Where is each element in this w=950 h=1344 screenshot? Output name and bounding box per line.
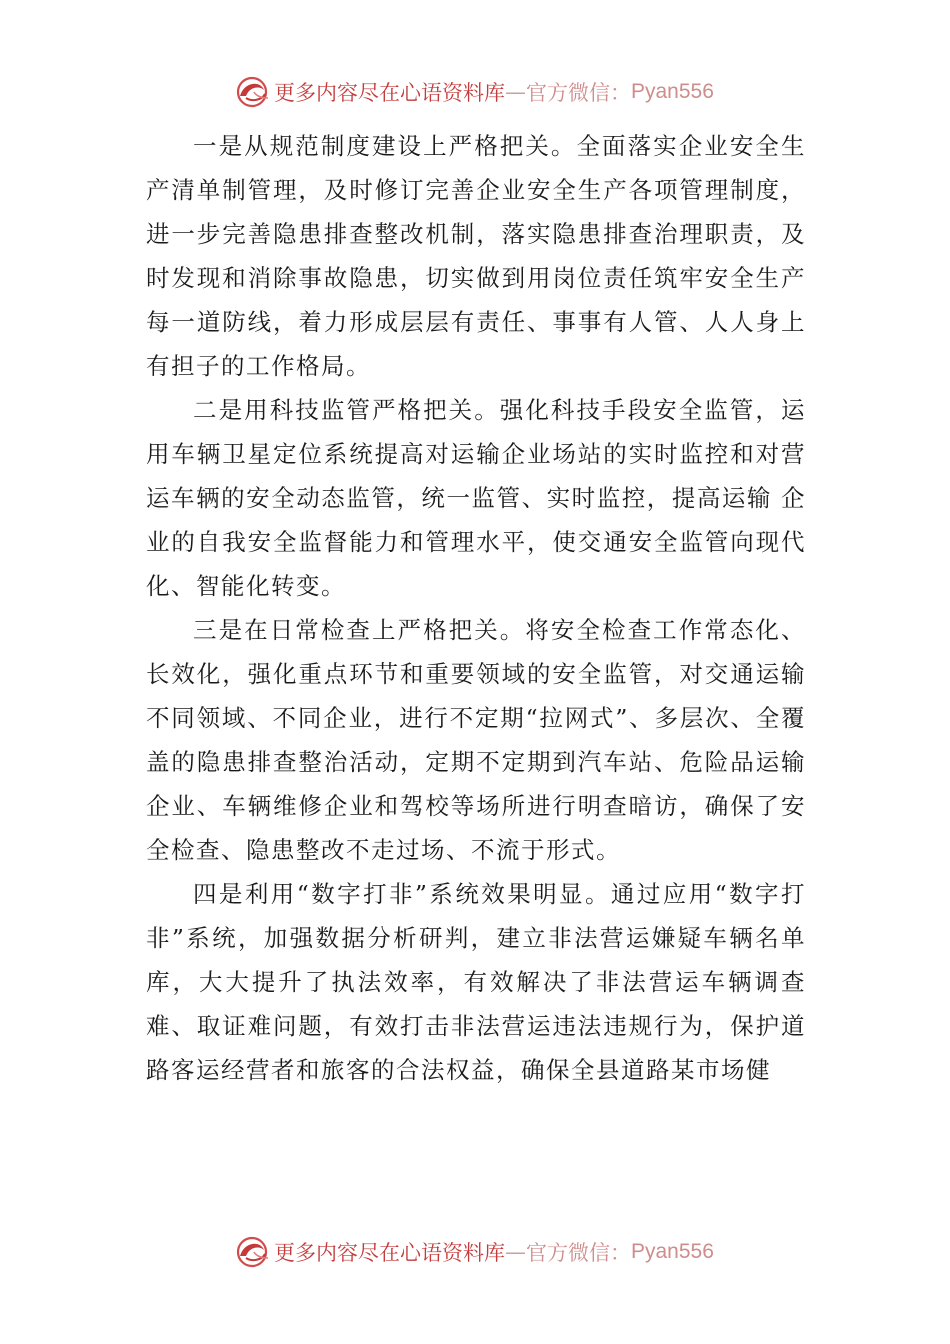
- banner-main-text: 更多内容尽在心语资料库: [274, 1241, 505, 1265]
- banner-dash: —: [505, 80, 526, 104]
- document-body: [146, 124, 806, 1092]
- banner-main-text: 更多内容尽在心语资料库: [274, 81, 505, 105]
- red-swirl-logo-icon: [232, 1232, 272, 1272]
- paragraph-3: 三是在日常检查上严格把关。将安全检查工作常态化、长效化，强化重点环节和重要领域的安全监管，对交通运输不同领域、不同企业，进行不定期“拉网式”、多层次、全覆盖的隐患排查整治活动，定期不定期到汽车站、危险品运输企业、车辆维修企业和驾校等场所进行明查暗访，确保了安全检查、隐患整改不走过场、不流于形式。: [146, 616, 806, 864]
- banner-dash: —: [505, 1240, 526, 1264]
- red-swirl-logo-icon: [232, 72, 272, 112]
- header-banner: [232, 72, 732, 112]
- banner-wechat-label: 官方微信：: [526, 81, 631, 105]
- banner-wechat-id: Pyan556: [631, 1240, 714, 1263]
- paragraph-1: 一是从规范制度建设上严格把关。全面落实企业安全生产清单制管理，及时修订完善企业安全生产各项管理制度，进一步完善隐患排查整改机制，落实隐患排查治理职责，及时发现和消除事故隐患，切实做到用岗位责任筑牢安全生产每一道防线，着力形成层层有责任、事事有人管、人人身上 有担子的工作格局。: [146, 132, 806, 380]
- banner-wechat-id: Pyan556: [631, 80, 714, 103]
- banner-wechat-label: 官方微信：: [526, 1241, 631, 1265]
- paragraph-2: 二是用科技监管严格把关。强化科技手段安全监管，运用车辆卫星定位系统提高对运输企业场站的实时监控和对营运车辆的安全动态监管，统一监管、实时监控，提高运输 企业的自我安全监督能力和管理水平，使交通安全监管向现代化、智能化转变。: [146, 396, 806, 600]
- footer-banner: [232, 1232, 732, 1272]
- paragraph-4: 四是利用“数字打非”系统效果明显。通过应用“数字打非”系统，加强数据分析研判，建立非法营运嫌疑车辆名单库，大大提升了执法效率，有效解决了非法营运车辆调查难、取证难问题，有效打击非法营运违法违规行为，保护道路客运经营者和旅客的合法权益，确保全县道路某市场健: [146, 880, 806, 1084]
